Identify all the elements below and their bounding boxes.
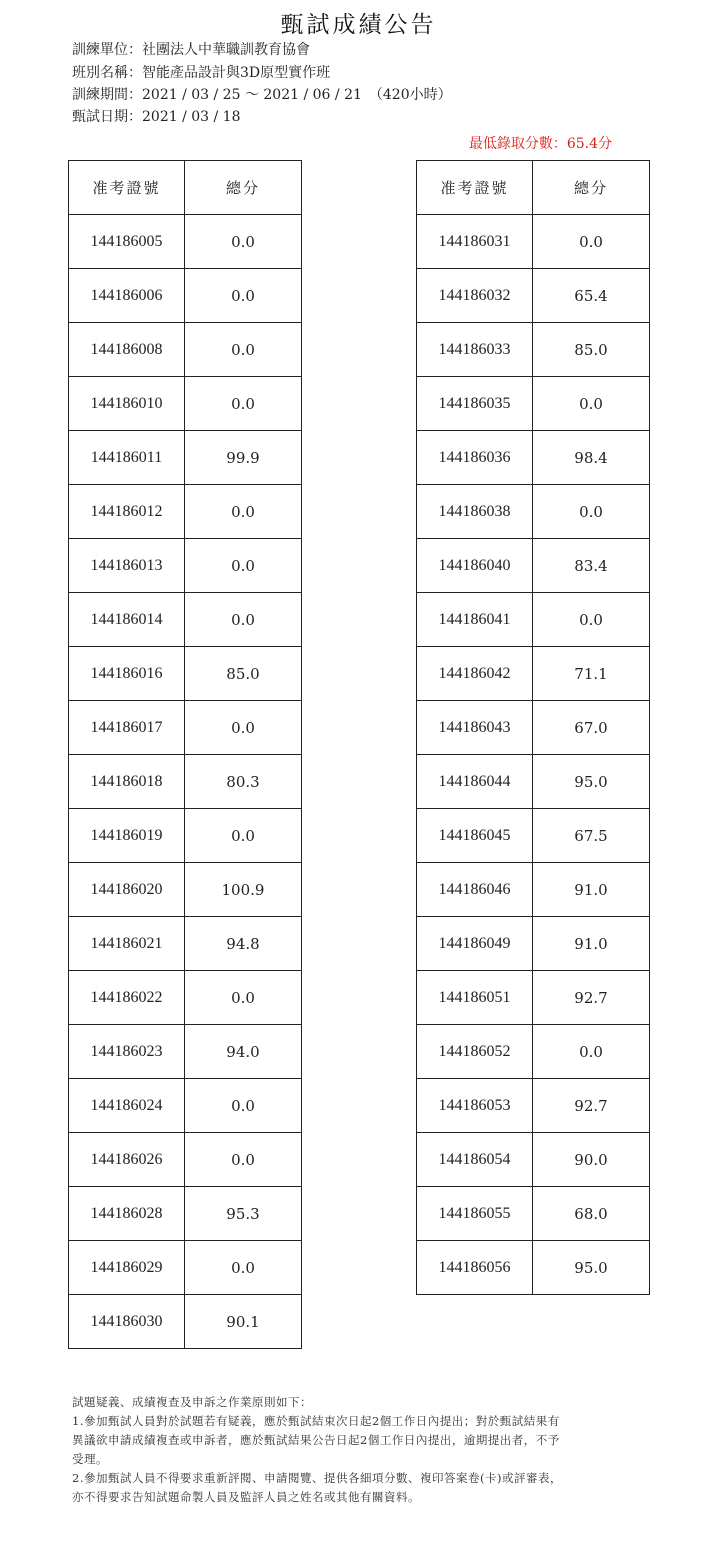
table-row	[417, 971, 650, 1025]
table-row	[417, 701, 650, 755]
total-score-cell: 0.0	[533, 215, 650, 269]
exam-id-cell: 144186038	[417, 485, 533, 539]
table-row	[69, 701, 302, 755]
total-score-cell: 92.7	[533, 971, 650, 1025]
table-row	[417, 539, 650, 593]
table-row	[417, 863, 650, 917]
exam-id-cell: 144186028	[69, 1187, 185, 1241]
total-score-cell: 95.0	[533, 755, 650, 809]
total-score-cell: 0.0	[533, 593, 650, 647]
header-total-score: 總分	[185, 161, 302, 215]
exam-date: 甄試日期：2021 / 03 / 18	[72, 109, 241, 125]
table-row	[69, 1025, 302, 1079]
appeal-notes	[72, 1393, 652, 1507]
header-exam-id: 准考證號	[69, 161, 185, 215]
exam-id-cell: 144186005	[69, 215, 185, 269]
table-row	[69, 1079, 302, 1133]
table-row	[417, 485, 650, 539]
table-row	[417, 1241, 650, 1295]
class-name: 班別名稱：智能產品設計與3D原型實作班	[72, 65, 331, 81]
exam-id-cell: 144186023	[69, 1025, 185, 1079]
exam-id-cell: 144186045	[417, 809, 533, 863]
notes-item-2-line-2: 亦不得要求告知試題命製人員及監評人員之姓名或其他有關資料。	[72, 1490, 420, 1504]
total-score-cell: 0.0	[533, 377, 650, 431]
training-unit: 訓練單位：社團法人中華職訓教育協會	[72, 42, 310, 58]
table-header-row	[417, 161, 650, 215]
exam-id-cell: 144186021	[69, 917, 185, 971]
table-row	[69, 323, 302, 377]
total-score-cell: 67.5	[533, 809, 650, 863]
table-row	[69, 1187, 302, 1241]
total-score-cell: 95.3	[185, 1187, 302, 1241]
table-row	[69, 269, 302, 323]
notes-item-1-line-2: 異議欲申請成績複查或申訴者，應於甄試結果公告日起2個工作日內提出，逾期提出者，不予	[72, 1433, 560, 1447]
table-row	[69, 485, 302, 539]
total-score-cell: 90.0	[533, 1133, 650, 1187]
table-row	[69, 863, 302, 917]
table-row	[417, 215, 650, 269]
exam-id-cell: 144186049	[417, 917, 533, 971]
table-row	[417, 809, 650, 863]
table-row	[69, 377, 302, 431]
exam-id-cell: 144186012	[69, 485, 185, 539]
table-row	[417, 1079, 650, 1133]
training-period: 訓練期間：2021 / 03 / 25 ～ 2021 / 06 / 21 （420小時）	[72, 87, 452, 103]
exam-id-cell: 144186031	[417, 215, 533, 269]
exam-id-cell: 144186024	[69, 1079, 185, 1133]
total-score-cell: 0.0	[185, 809, 302, 863]
total-score-cell: 0.0	[185, 701, 302, 755]
table-row	[417, 1025, 650, 1079]
total-score-cell: 90.1	[185, 1295, 302, 1349]
exam-id-cell: 144186041	[417, 593, 533, 647]
table-row	[69, 539, 302, 593]
total-score-cell: 0.0	[185, 1079, 302, 1133]
exam-id-cell: 144186053	[417, 1079, 533, 1133]
table-row	[69, 1133, 302, 1187]
exam-id-cell: 144186033	[417, 323, 533, 377]
total-score-cell: 83.4	[533, 539, 650, 593]
total-score-cell: 91.0	[533, 917, 650, 971]
notes-heading: 試題疑義、成績複查及申訴之作業原則如下：	[72, 1395, 312, 1409]
table-row	[417, 647, 650, 701]
table-row	[69, 971, 302, 1025]
table-header-row	[69, 161, 302, 215]
table-row	[69, 917, 302, 971]
exam-id-cell: 144186011	[69, 431, 185, 485]
total-score-cell: 99.9	[185, 431, 302, 485]
exam-id-cell: 144186032	[417, 269, 533, 323]
exam-id-cell: 144186013	[69, 539, 185, 593]
exam-id-cell: 144186022	[69, 971, 185, 1025]
notes-item-2-line-1: 2.參加甄試人員不得要求重新評閱、申請閱覽、提供各細項分數、複印答案卷(卡)或評審表，	[72, 1471, 562, 1485]
total-score-cell: 0.0	[533, 1025, 650, 1079]
exam-id-cell: 144186006	[69, 269, 185, 323]
total-score-cell: 92.7	[533, 1079, 650, 1133]
table-row	[69, 1295, 302, 1349]
exam-id-cell: 144186040	[417, 539, 533, 593]
exam-id-cell: 144186036	[417, 431, 533, 485]
total-score-cell: 0.0	[533, 485, 650, 539]
page-title: 甄試成績公告	[280, 12, 437, 38]
total-score-cell: 94.8	[185, 917, 302, 971]
minimum-score-notice: 最低錄取分數：65.4分	[468, 136, 612, 152]
exam-id-cell: 144186035	[417, 377, 533, 431]
total-score-cell: 91.0	[533, 863, 650, 917]
table-row	[69, 755, 302, 809]
notes-item-1-line-3: 受理。	[72, 1452, 108, 1466]
exam-id-cell: 144186017	[69, 701, 185, 755]
header-exam-id: 准考證號	[417, 161, 533, 215]
header-total-score: 總分	[533, 161, 650, 215]
table-row	[417, 269, 650, 323]
exam-id-cell: 144186030	[69, 1295, 185, 1349]
exam-id-cell: 144186026	[69, 1133, 185, 1187]
total-score-cell: 0.0	[185, 269, 302, 323]
table-row	[69, 215, 302, 269]
table-row	[417, 755, 650, 809]
total-score-cell: 85.0	[185, 647, 302, 701]
exam-id-cell: 144186029	[69, 1241, 185, 1295]
total-score-cell: 71.1	[533, 647, 650, 701]
exam-id-cell: 144186046	[417, 863, 533, 917]
total-score-cell: 68.0	[533, 1187, 650, 1241]
total-score-cell: 0.0	[185, 215, 302, 269]
total-score-cell: 0.0	[185, 593, 302, 647]
exam-id-cell: 144186055	[417, 1187, 533, 1241]
table-row	[69, 809, 302, 863]
exam-id-cell: 144186010	[69, 377, 185, 431]
total-score-cell: 0.0	[185, 1133, 302, 1187]
total-score-cell: 0.0	[185, 1241, 302, 1295]
total-score-cell: 0.0	[185, 539, 302, 593]
exam-id-cell: 144186054	[417, 1133, 533, 1187]
total-score-cell: 0.0	[185, 323, 302, 377]
table-row	[417, 323, 650, 377]
table-row	[69, 431, 302, 485]
exam-id-cell: 144186044	[417, 755, 533, 809]
exam-id-cell: 144186019	[69, 809, 185, 863]
exam-id-cell: 144186014	[69, 593, 185, 647]
table-row	[417, 593, 650, 647]
exam-id-cell: 144186008	[69, 323, 185, 377]
exam-id-cell: 144186018	[69, 755, 185, 809]
total-score-cell: 67.0	[533, 701, 650, 755]
total-score-cell: 94.0	[185, 1025, 302, 1079]
total-score-cell: 0.0	[185, 485, 302, 539]
total-score-cell: 95.0	[533, 1241, 650, 1295]
total-score-cell: 80.3	[185, 755, 302, 809]
total-score-cell: 0.0	[185, 377, 302, 431]
exam-id-cell: 144186052	[417, 1025, 533, 1079]
total-score-cell: 100.9	[185, 863, 302, 917]
exam-id-cell: 144186051	[417, 971, 533, 1025]
score-table-right	[416, 160, 650, 1295]
table-row	[69, 647, 302, 701]
total-score-cell: 65.4	[533, 269, 650, 323]
table-row	[417, 1133, 650, 1187]
notes-item-1-line-1: 1.參加甄試人員對於試題若有疑義，應於甄試結束次日起2個工作日內提出；對於甄試結果有	[72, 1414, 560, 1428]
table-row	[417, 917, 650, 971]
exam-id-cell: 144186056	[417, 1241, 533, 1295]
exam-id-cell: 144186016	[69, 647, 185, 701]
table-row	[69, 593, 302, 647]
score-table-left	[68, 160, 302, 1349]
exam-id-cell: 144186020	[69, 863, 185, 917]
total-score-cell: 0.0	[185, 971, 302, 1025]
exam-id-cell: 144186043	[417, 701, 533, 755]
table-row	[417, 431, 650, 485]
table-row	[417, 1187, 650, 1241]
table-row	[69, 1241, 302, 1295]
total-score-cell: 85.0	[533, 323, 650, 377]
exam-id-cell: 144186042	[417, 647, 533, 701]
table-row	[417, 377, 650, 431]
total-score-cell: 98.4	[533, 431, 650, 485]
